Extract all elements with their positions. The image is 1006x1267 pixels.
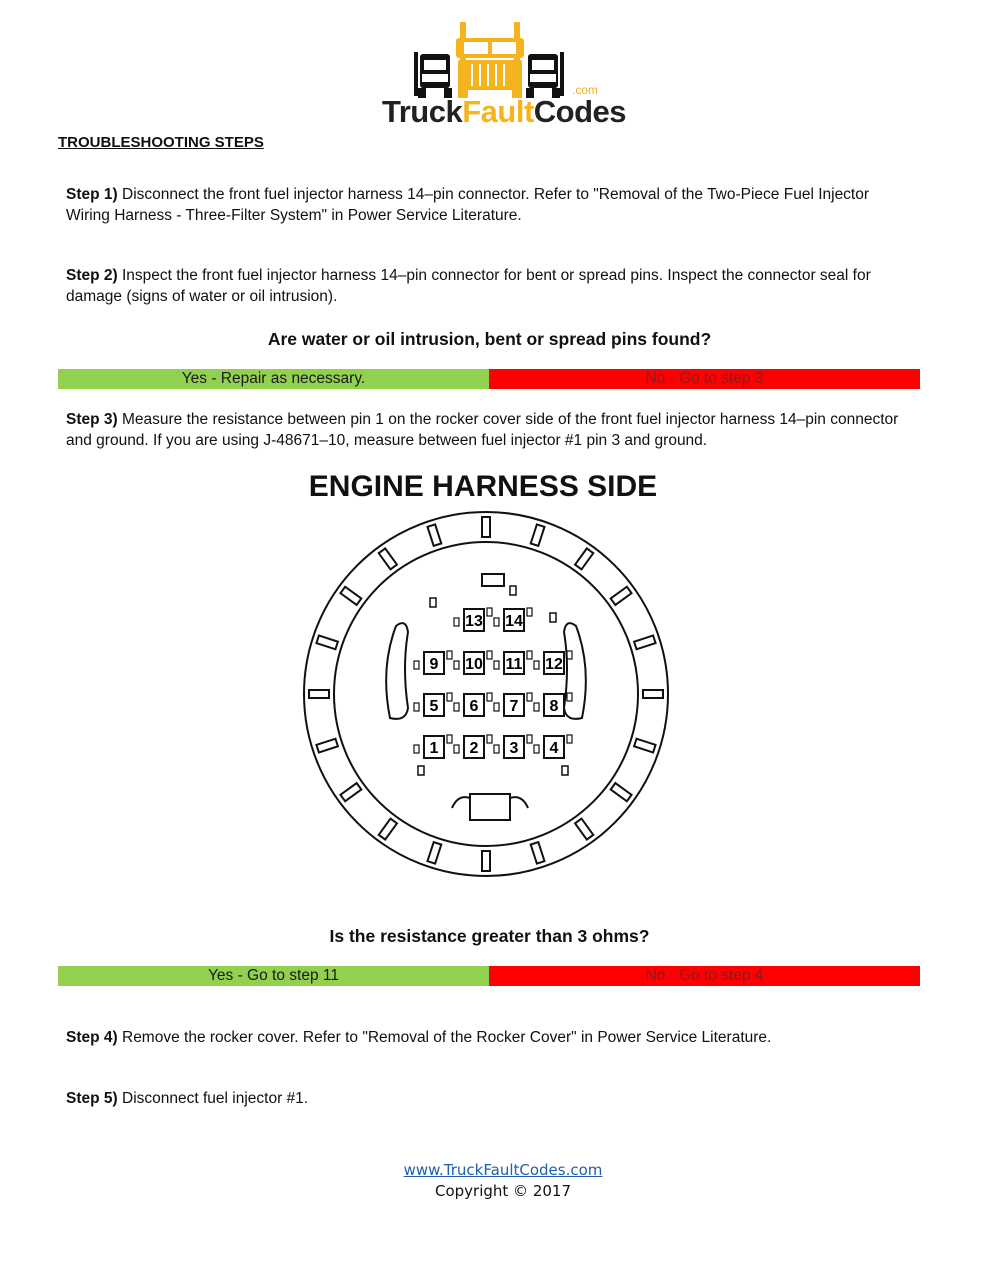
step-text: Measure the resistance between pin 1 on the rocker cover side of the front fuel injector harness 14–pin connector and ground. If you are using J-48671–10, measure between fuel injector #1 pin 3 and ground. [66,411,899,449]
pin-label: 12 [545,656,563,673]
pin-3 [494,735,532,758]
step-label: Step 5) [66,1090,118,1107]
inner-mark [430,598,436,607]
step-label: Step 4) [66,1029,118,1046]
pin-label: 13 [465,613,483,630]
answer-bar-1 [58,369,920,389]
connector-diagram [300,508,672,880]
ring-tab [482,517,490,537]
step-text: Inspect the front fuel injector harness 14–pin connector for bent or spread pins. Inspect the connector seal for damage (signs of water or oil intrusion). [66,267,871,305]
ring-tab [611,587,632,605]
question-2: Is the resistance greater than 3 ohms? [329,926,650,946]
pin-label: 9 [429,656,439,673]
step-2 [66,265,916,307]
truck-center-icon [456,22,524,98]
logo-text-com: .com [572,83,599,97]
pin-label: 4 [549,740,559,757]
ring-tab [379,819,397,840]
answer-no: No - Go to step 4 [489,966,920,986]
ring-tab [316,739,337,753]
ring-tab [482,851,490,871]
step-label: Step 2) [66,267,118,284]
connector-outer-ring [304,512,668,876]
step-5 [66,1088,916,1109]
inner-mark [510,586,516,595]
footer-website-link[interactable]: www.TruckFaultCodes.com [403,1161,603,1179]
ring-tab [634,739,655,753]
ring-tab [611,783,632,801]
pin-11 [494,651,532,674]
ring-tab [643,690,663,698]
pin-1 [414,735,452,758]
truck-right-icon [526,52,564,98]
ring-tab [427,842,441,863]
truckfaultcodes-logo [378,18,627,129]
connector-bottom-notch-right [510,797,528,808]
answer-yes: Yes - Repair as necessary. [58,369,489,389]
pin-7 [494,693,532,716]
pin-5 [414,693,452,716]
ring-tab [427,524,441,545]
ring-tab [309,690,329,698]
pin-label: 10 [465,656,483,673]
ring-tab [340,587,361,605]
connector-bottom-notch-left [452,797,470,808]
inner-mark [418,766,424,775]
connector-inner-ring [334,542,638,846]
question-1: Are water or oil intrusion, bent or spread pins found? [267,329,712,349]
answer-no: No - Go to step 3 [489,369,920,389]
pin-14 [494,608,532,631]
inner-mark [550,613,556,622]
pin-2 [454,735,492,758]
pin-label: 2 [469,740,479,757]
connector-left-key [386,623,408,719]
connector-bottom-slot [470,794,510,820]
answer-bar-2 [58,966,920,986]
pin-label: 7 [509,698,519,715]
pin-label: 5 [429,698,439,715]
step-1 [66,184,916,226]
section-title: TROUBLESHOOTING STEPS [58,134,264,151]
ring-tab [531,524,545,545]
inner-mark [562,766,568,775]
answer-yes: Yes - Go to step 11 [58,966,489,986]
pin-9 [414,651,452,674]
step-text: Disconnect the front fuel injector harness 14–pin connector. Refer to "Removal of the Two-Piece Fuel Injector Wiring Harness - Three-Filter System" in Power Service Literature. [66,186,870,224]
step-label: Step 1) [66,186,118,203]
logo-text-codes: Codes [533,94,627,129]
pin-label: 3 [509,740,519,757]
step-3 [66,409,916,451]
pin-10 [454,651,492,674]
pin-6 [454,693,492,716]
footer [0,1160,1006,1202]
connector-right-key [564,623,586,719]
ring-tab [316,635,337,649]
ring-tab [379,548,397,569]
svg-text:TruckFaultCodes [382,94,626,129]
top-key-slot [482,574,504,586]
logo-text-fault: Fault [462,94,534,129]
ring-tab [575,819,593,840]
truck-left-icon [414,52,452,98]
pin-label: 6 [469,698,479,715]
ring-tab [634,635,655,649]
ring-tab [575,548,593,569]
pin-4 [534,735,572,758]
step-label: Step 3) [66,411,118,428]
ring-tab [340,783,361,801]
logo-text-truck: Truck [382,94,463,129]
pin-13 [454,608,492,631]
step-text: Disconnect fuel injector #1. [117,1090,309,1107]
pin-label: 8 [549,698,559,715]
step-4 [66,1027,916,1048]
footer-copyright: Copyright © 2017 [434,1182,571,1200]
ring-tab [531,842,545,863]
pin-label: 11 [505,656,523,673]
pin-label: 14 [505,613,523,630]
diagram-title: ENGINE HARNESS SIDE [308,470,658,503]
step-text: Remove the rocker cover. Refer to "Removal of the Rocker Cover" in Power Service Literature. [117,1029,772,1046]
pin-label: 1 [429,740,439,757]
